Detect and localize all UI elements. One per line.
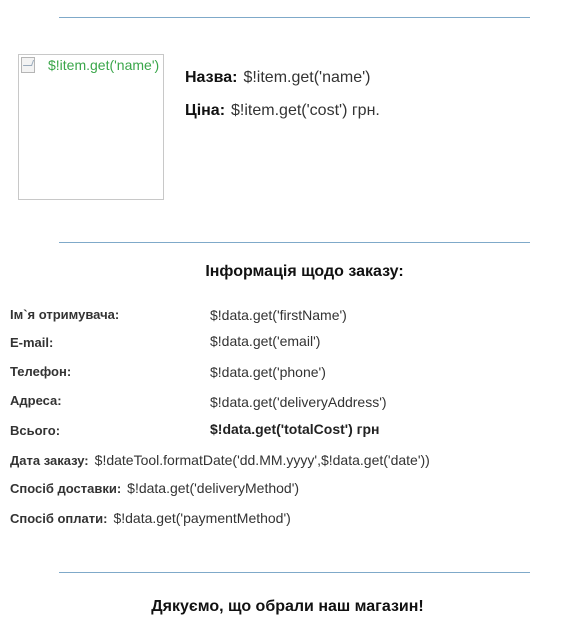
address-label: Адреса:: [10, 393, 62, 408]
product-price-label: Ціна:: [185, 102, 226, 119]
order-date-label: Дата заказу:: [10, 453, 89, 468]
delivery-method-row: [10, 480, 299, 498]
total-label: Всього:: [10, 423, 61, 438]
bottom-divider: [59, 572, 530, 573]
product-price-line: [185, 102, 380, 120]
product-name-label: Назва:: [185, 69, 238, 86]
address-value: $!data.get('deliveryAddress'): [210, 394, 387, 410]
product-name-value: $!item.get('name'): [243, 69, 371, 86]
top-divider: [59, 17, 530, 18]
email-value: $!data.get('email'): [210, 333, 321, 349]
payment-method-row: [10, 510, 291, 528]
order-date-row: [10, 452, 430, 470]
phone-value: $!data.get('phone'): [210, 364, 326, 380]
recipient-name-label: Ім`я отримувача:: [10, 307, 120, 322]
delivery-method-value: $!data.get('deliveryMethod'): [127, 480, 300, 496]
thank-you-message: Дякуємо, що обрали наш магазин!: [151, 598, 424, 615]
broken-image-icon: [21, 57, 35, 73]
product-name-line: [185, 69, 371, 87]
total-value: $!data.get('totalCost') грн: [210, 421, 380, 437]
order-date-value: $!dateTool.formatDate('dd.MM.yyyy',$!data.get('date')): [94, 452, 430, 468]
phone-label: Телефон:: [10, 364, 72, 379]
email-label: E-mail:: [10, 335, 54, 350]
middle-divider: [59, 242, 530, 243]
recipient-name-value: $!data.get('firstName'): [210, 307, 347, 323]
product-image-alt-text: $!item.get('name'): [48, 57, 160, 73]
payment-method-label: Спосіб оплати:: [10, 511, 108, 526]
payment-method-value: $!data.get('paymentMethod'): [113, 510, 291, 526]
delivery-method-label: Спосіб доставки:: [10, 481, 122, 496]
product-price-value: $!item.get('cost') грн.: [231, 102, 380, 119]
product-image: [18, 54, 164, 200]
order-info-title: Інформація щодо заказу:: [205, 263, 404, 280]
